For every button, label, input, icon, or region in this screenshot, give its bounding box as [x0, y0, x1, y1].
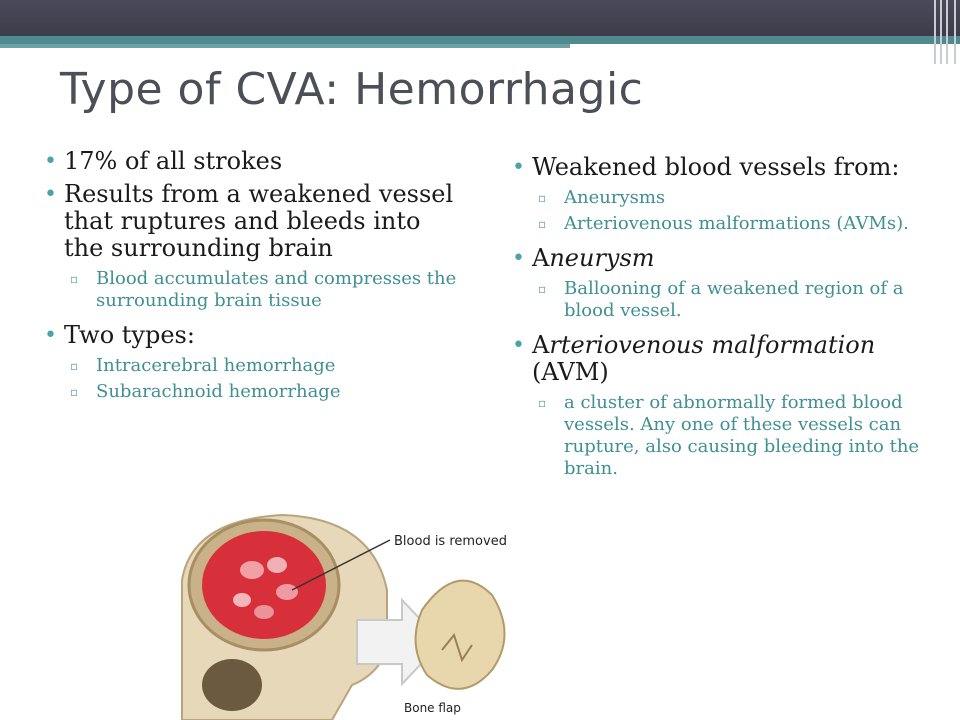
right-column [512, 154, 932, 490]
bullet-item: • Aneurysm [512, 244, 655, 272]
sub-bullet-item: ▫ Intracerebral hemorrhage [70, 355, 336, 376]
sub-bullet-item: ▫ Arteriovenous malformations (AVMs). [538, 213, 909, 234]
sub-bullet-item: ▫ Aneurysms [538, 187, 666, 208]
accent-band-secondary [0, 44, 570, 48]
hemorrhage-illustration [172, 500, 522, 720]
bullet-item: • Arteriovenous malformation (AVM) [512, 331, 876, 386]
sub-bullet-item: ▫ Blood accumulates and compresses the surrounding brain tissue [70, 268, 457, 311]
accent-band [0, 36, 960, 44]
sub-bullet-item: ▫ Ballooning of a weakened region of a blood vessel. [538, 278, 904, 321]
callout-label: Blood is removed [394, 534, 507, 549]
top-bar [0, 0, 960, 36]
sub-bullet-item: ▫ a cluster of abnormally formed blood vessels. Any one of these vessels can rupture, also causing bleeding into the brain. [538, 392, 920, 479]
decorative-lines [930, 0, 960, 64]
bullet-item: • Weakened blood vessels from: [512, 153, 900, 181]
left-column [44, 148, 464, 413]
bullet-item: • Results from a weakened vessel that ruptures and bleeds into the surrounding brain [44, 180, 454, 262]
eye-socket-shape [202, 659, 262, 711]
blood-clot-shape [202, 531, 326, 639]
callout-label: Bone flap [404, 701, 461, 715]
slide-title: Type of CVA: Hemorrhagic [60, 64, 644, 115]
bullet-item: • Two types: [44, 321, 195, 349]
bullet-item: • 17% of all strokes [44, 147, 283, 175]
sub-bullet-item: ▫ Subarachnoid hemorrhage [70, 381, 341, 402]
